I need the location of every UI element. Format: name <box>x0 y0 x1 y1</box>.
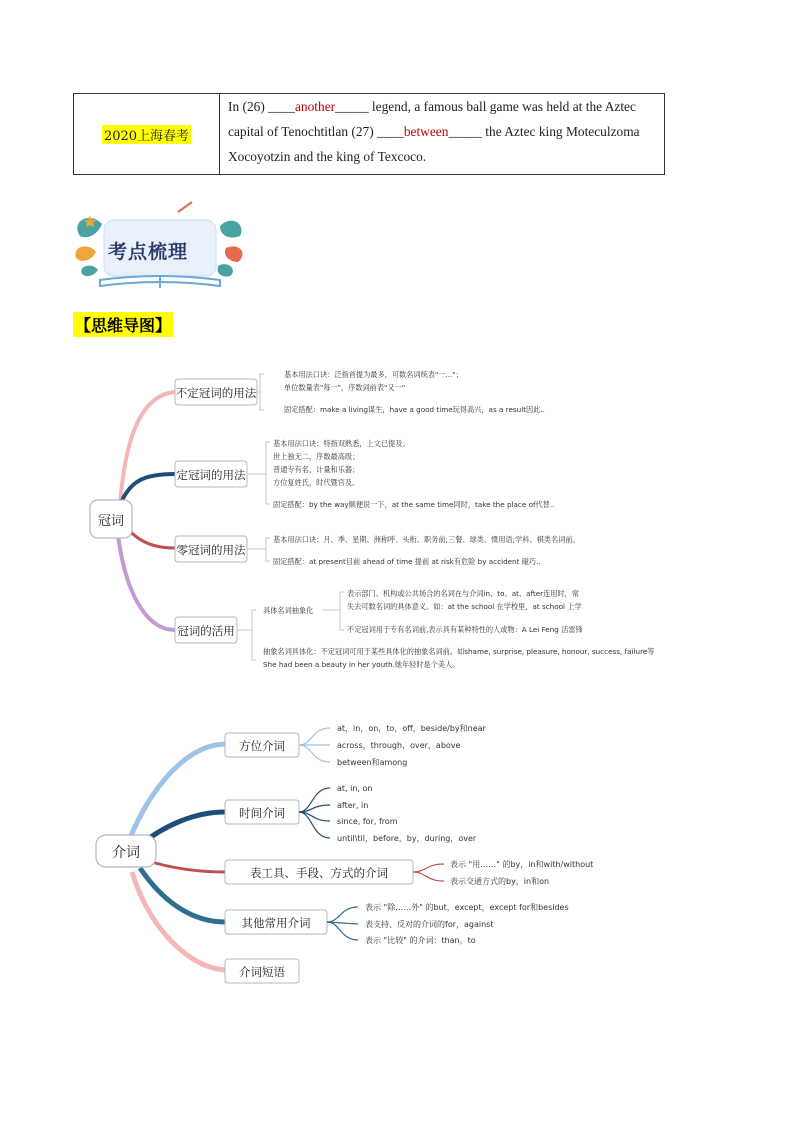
svg-text:基本用法口诀：泛指首提为最多，可数名词统表"一..."；: 基本用法口诀：泛指首提为最多，可数名词统表"一..."； <box>284 370 463 379</box>
banner-title: 考点梳理 <box>108 241 189 263</box>
exercise-table <box>73 93 665 175</box>
exercise-line-2: capital of Tenochtitlan (27) ____between_____ the Aztec king Moteculzoma <box>228 124 640 139</box>
mindmap-heading: 【思维导图】 <box>73 312 173 337</box>
prep-branch-location: 方位介词 <box>239 739 285 753</box>
svg-text:单位数量表"每一"，序数词前表"又一": 单位数量表"每一"，序数词前表"又一" <box>284 383 406 392</box>
svg-text:固定搭配：at present目前 ahead of t: 固定搭配：at present目前 ahead of time 提前 at risk有危险 by accident 碰巧.. <box>273 557 541 566</box>
answer-26: another <box>294 99 336 114</box>
svg-text:具体名词抽象化: 具体名词抽象化 <box>263 606 314 615</box>
exercise-line-1: In (26) ____another_____ legend, a famous ball game was held at the Aztec <box>228 99 636 114</box>
svg-text:after, in: after, in <box>337 801 369 810</box>
prepositions-mindmap <box>0 715 794 985</box>
exercise-line-3: Xocoyotzin and the king of Texcoco. <box>228 149 427 164</box>
svg-text:across，through，over，above: across，through，over，above <box>337 741 461 750</box>
svg-text:普通专有名，计量和乐器；: 普通专有名，计量和乐器； <box>273 465 360 474</box>
articles-branch-indefinite: 不定冠词的用法 <box>175 386 257 400</box>
leaf-right-icon <box>220 221 241 238</box>
articles-branch-definite: 定冠词的用法 <box>176 468 246 482</box>
svg-text:抽象名词具体化：不定冠词可用于某些具体化的抽象名词前。如sh: 抽象名词具体化：不定冠词可用于某些具体化的抽象名词前。如shame, surprise, pleasure, honour, success, failure等 <box>263 647 655 656</box>
exercise-source-cell <box>74 94 220 174</box>
svg-text:固定搭配：make a living谋生，have a go: 固定搭配：make a living谋生，have a good time玩得高兴，as a result因此.. <box>284 405 545 414</box>
svg-text:表示 "比较" 的介词：than，to: 表示 "比较" 的介词：than，to <box>365 936 476 945</box>
articles-branch-zero: 零冠词的用法 <box>176 543 246 557</box>
prep-branch-phrases: 介词短语 <box>239 965 285 979</box>
svg-text:不定冠词用于专有名词前,表示具有某种特性的人或物：A Lei: 不定冠词用于专有名词前,表示具有某种特性的人或物：A Lei Feng 活雷锋 <box>347 625 583 634</box>
svg-text:at，in，on，to，off，beside/by和near: at，in，on，to，off，beside/by和near <box>337 724 486 733</box>
svg-text:She had been a beauty in her y: She had been a beauty in her youth.她年轻时是个美人。 <box>263 660 460 669</box>
svg-text:until\til，before，by，during，ove: until\til，before，by，during，over <box>337 834 477 843</box>
prepositions-root-label: 介词 <box>112 845 140 861</box>
svg-text:since, for, from: since, for, from <box>337 817 398 826</box>
svg-text:基本用法口诀：特指双熟悉，上文已提及；: 基本用法口诀：特指双熟悉，上文已提及； <box>273 439 410 448</box>
svg-text:表示交通方式的by，in和on: 表示交通方式的by，in和on <box>450 877 550 886</box>
svg-text:表示部门、机构或公共场合的名词在与介词in、to、at、af: 表示部门、机构或公共场合的名词在与介词in、to、at、after连用时，常 <box>347 589 580 598</box>
svg-text:between和among: between和among <box>337 758 408 767</box>
svg-text:基本用法口诀：月、季、星期、洲称呼、头衔、职务前;三餐、球类: 基本用法口诀：月、季、星期、洲称呼、头衔、职务前;三餐、球类、惯用语;学科、棋类名词前。 <box>273 535 580 544</box>
svg-text:方位复姓氏，时代暨官及。: 方位复姓氏，时代暨官及。 <box>273 478 360 487</box>
svg-text:失去可数名词的具体意义。如：at the school 在学: 失去可数名词的具体意义。如：at the school 在学校里，at school 上学 <box>347 602 582 611</box>
svg-text:世上独无二，序数最高级；: 世上独无二，序数最高级； <box>273 452 360 461</box>
answer-27: between <box>403 124 449 139</box>
exercise-source: 2020上海春考 <box>102 125 191 144</box>
svg-text:固定搭配：by the way顺便说一下，at the sa: 固定搭配：by the way顺便说一下，at the same time同时，take the place of代替.. <box>273 500 555 509</box>
exercise-text-cell <box>220 94 664 174</box>
prep-branch-time: 时间介词 <box>239 806 285 820</box>
articles-branch-flexible: 冠词的活用 <box>177 624 235 638</box>
svg-text:表示 "用……" 的by，in和with/without: 表示 "用……" 的by，in和with/without <box>450 860 594 869</box>
prep-branch-means: 表工具、手段、方式的介词 <box>250 866 388 880</box>
prep-branch-other: 其他常用介词 <box>241 916 311 930</box>
svg-text:表示 "除……外" 的but，except，except f: 表示 "除……外" 的but，except，except for和besides <box>365 903 569 912</box>
articles-mindmap <box>0 355 794 675</box>
articles-root-label: 冠词 <box>97 514 125 529</box>
svg-text:at, in, on: at, in, on <box>337 784 373 793</box>
svg-text:表支持、反对的介词的for，against: 表支持、反对的介词的for，against <box>365 920 494 929</box>
